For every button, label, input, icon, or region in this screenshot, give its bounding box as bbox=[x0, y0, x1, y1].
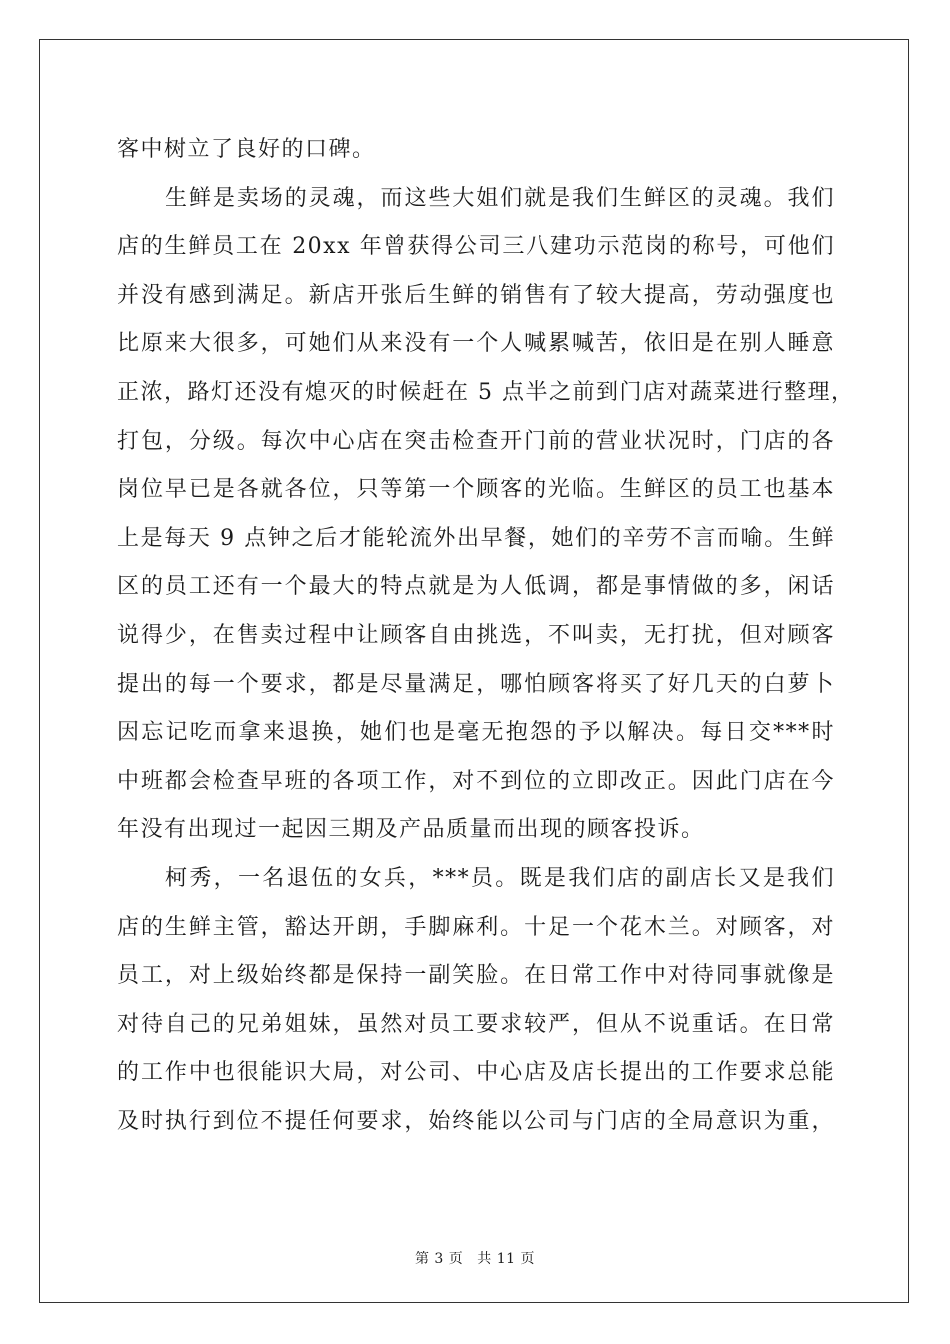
paragraph-start-line: 生鲜是卖场的灵魂，而这些大姐们就是我们生鲜区的灵魂。我们 bbox=[165, 185, 835, 211]
page-footer bbox=[0, 1248, 950, 1268]
text-line: 的工作中也很能识大局，对公司、中心店及店长提出的工作要求总能 bbox=[117, 1060, 835, 1086]
page-number-current: 第 3 页 bbox=[414, 1251, 464, 1267]
text-line: 因忘记吃而拿来退换，她们也是毫无抱怨的予以解决。每日交***时 bbox=[117, 720, 835, 746]
text-line: 上是每天 9 点钟之后才能轮流外出早餐，她们的辛劳不言而喻。生鲜 bbox=[117, 525, 835, 551]
paragraph-start-line: 柯秀，一名退伍的女兵，***员。既是我们店的副店长又是我们 bbox=[165, 865, 835, 891]
text-line: 员工，对上级始终都是保持一副笑脸。在日常工作中对待同事就像是 bbox=[117, 963, 835, 989]
text-line: 对待自己的兄弟姐妹，虽然对员工要求较严，但从不说重话。在日常 bbox=[117, 1011, 835, 1037]
text-line: 客中树立了良好的口碑。 bbox=[117, 137, 376, 162]
text-line: 说得少，在售卖过程中让顾客自由挑选，不叫卖，无打扰，但对顾客 bbox=[117, 622, 835, 648]
text-line: 店的生鲜员工在 20xx 年曾获得公司三八建功示范岗的称号，可他们 bbox=[117, 234, 835, 260]
text-line: 提出的每一个要求，都是尽量满足，哪怕顾客将买了好几天的白萝卜 bbox=[117, 671, 835, 697]
text-line: 打包，分级。每次中心店在突击检查开门前的营业状况时，门店的各 bbox=[117, 428, 835, 454]
text-line: 正浓，路灯还没有熄灭的时候赶在 5 点半之前到门店对蔬菜进行整理， bbox=[117, 379, 855, 405]
document-body bbox=[117, 126, 855, 1146]
text-line: 比原来大很多，可她们从来没有一个人喊累喊苦，依旧是在别人睡意 bbox=[117, 331, 835, 357]
text-line: 中班都会检查早班的各项工作，对不到位的立即改正。因此门店在今 bbox=[117, 768, 835, 794]
text-line: 并没有感到满足。新店开张后生鲜的销售有了较大提高，劳动强度也 bbox=[117, 282, 835, 308]
text-line: 岗位早已是各就各位，只等第一个顾客的光临。生鲜区的员工也基本 bbox=[117, 477, 835, 503]
page-number-total: 共 11 页 bbox=[477, 1251, 536, 1267]
text-line: 区的员工还有一个最大的特点就是为人低调，都是事情做的多，闲话 bbox=[117, 574, 835, 600]
text-line: 店的生鲜主管，豁达开朗，手脚麻利。十足一个花木兰。对顾客，对 bbox=[117, 914, 835, 940]
text-line: 年没有出现过一起因三期及产品质量而出现的顾客投诉。 bbox=[117, 817, 705, 843]
text-line: 及时执行到位不提任何要求，始终能以公司与门店的全局意识为重， bbox=[117, 1108, 835, 1134]
